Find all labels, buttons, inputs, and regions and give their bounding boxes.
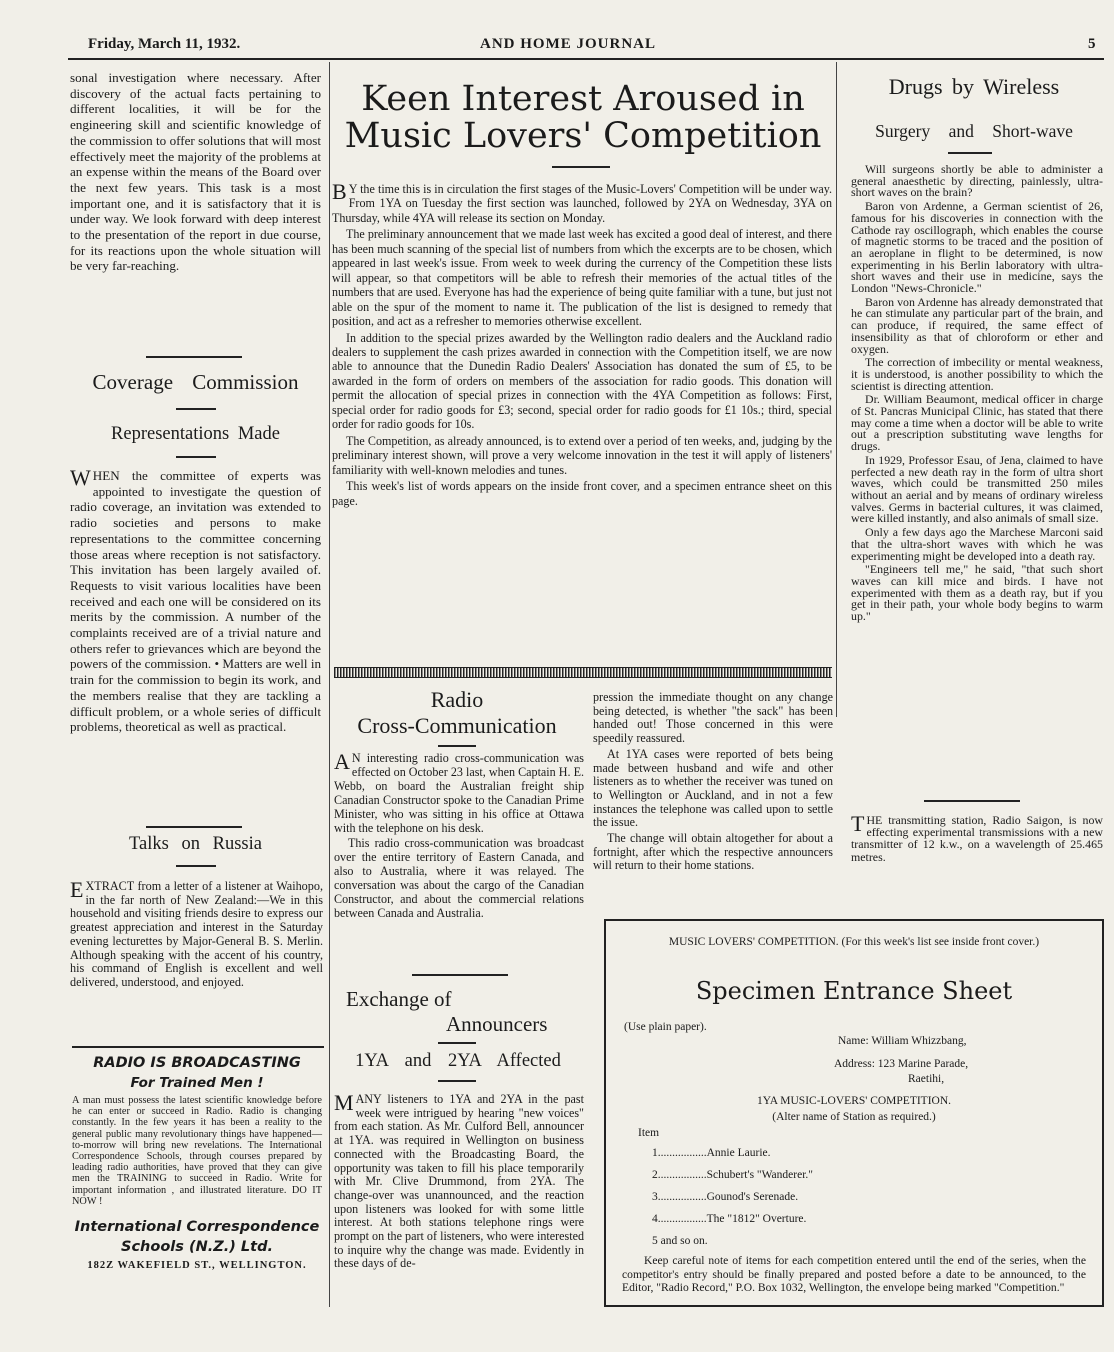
saigon-article: THE transmitting station, Radio Saigon, is now effecting experimental transmissions with a new transmitter of 12 k.w., on a wavelength of 25.465 metres. xyxy=(851,811,1103,864)
issue-date: Friday, March 11, 1932. xyxy=(88,36,241,52)
cross-title-line1: Radio xyxy=(430,687,484,712)
exchange-continuation: pression the immediate thought on any change being detected, is whether "the sack" has been handed out! Those concerned in this were speedily reassured. At 1YA cases were reported of bets being made between husband and wife and other listeners as to whether the receiver was tuned on to Wellington or Auckland, and in not a few instances the telephone was called upon to settle the issue. The change will obtain altogether for about a fortnight, after which the respective announcers will return to their home stations. xyxy=(593,690,833,873)
ad-headline: RADIO IS BROADCASTING xyxy=(93,1055,301,1071)
ornamental-divider xyxy=(334,667,832,678)
divider xyxy=(948,152,992,154)
divider xyxy=(438,1042,476,1044)
divider xyxy=(438,1080,476,1082)
cross-title-line2: Cross-Communication xyxy=(357,713,557,738)
ad-subhead: For Trained Men ! xyxy=(130,1075,264,1091)
headline-line1: Keen Interest Aroused in xyxy=(361,79,805,119)
drugs-title: Drugs by Wireless xyxy=(888,74,1060,99)
entrance-title: Specimen Entrance Sheet xyxy=(695,977,1013,1005)
entrance-address2: Raetihi, xyxy=(908,1073,945,1085)
column-rule-right xyxy=(836,62,837,717)
cross-article: A N interesting radio cross-communication was effected on October 23 last, when Captain H. E. Webb, on board the Australian freight ship Canadian Constructor spoke to the Canadian Prime Minister, who was sitting in his office at Ottawa with the telephone on his desk. This radio cross-communication was broadcast over the entire territory of Eastern Canada, and also to Australia, where it was relayed. The conversation was about the cargo of the Canadian Constructor, and about the commercial relations between Canada and Australia. xyxy=(334,749,584,920)
specimen-entrance-box xyxy=(604,919,1104,1307)
ad-company-line2: Schools (N.Z.) Ltd. xyxy=(121,1239,273,1256)
russia-title: Talks on Russia xyxy=(129,834,262,854)
divider xyxy=(146,356,242,358)
entrance-item-label: Item xyxy=(638,1127,660,1139)
drugs-subtitle: Surgery and Short-wave xyxy=(875,121,1073,141)
commission-continuation: sonal investigation where necessary. After discovery of the actual facts pertaining to different localities, it will be for the engineering skill and scientific knowledge of the commission to offer solutions that will most effectively meet the majority of the problems at an expense within the means of the Board over the next few years. This task is a most important one, and it is satisfactory that it is under way. We look forward with deep interest to the presentation of the report in due course, for its reactions upon the whole situation will be very far-reaching. xyxy=(70,70,321,274)
entrance-footer: Keep careful note of items for each competition entered until the end of the series, when the competitor's entry should be finally prepared and posted before a date to be announced, to the Editor, "Radio Record," P.O. Box 1032, Wellington, the envelope being marked "Competition." xyxy=(622,1254,1086,1294)
entrance-competition: 1YA MUSIC-LOVERS' COMPETITION. xyxy=(756,1095,952,1107)
entrance-item: 3.................Gounod's Serenade. xyxy=(652,1191,799,1203)
page-number: 5 xyxy=(1088,36,1096,52)
entrance-item: 5 and so on. xyxy=(652,1235,708,1247)
ad-body: A man must possess the latest scientific knowledge before he can enter or succeed in Radio. Radio is changing constantly. In the few years it has been a reality to the general public many revolutionary things have happened—to-morrow will bring new revelations. The International Correspondence Schools, through courses prepared by leading radio authorities, have proved that they can give men the TRAINING to succeed in Radio. Write for important information , and illustrated literature. DO IT NOW ! xyxy=(72,1095,322,1207)
divider xyxy=(552,166,610,168)
divider xyxy=(176,456,216,458)
divider xyxy=(924,800,1020,802)
entrance-item: 1.................Annie Laurie. xyxy=(652,1147,771,1159)
header-rule xyxy=(68,58,1104,60)
ad-top-rule xyxy=(72,1046,324,1048)
entrance-address1: Address: 123 Marine Parade, xyxy=(834,1058,969,1070)
entrance-alter: (Alter name of Station as required.) xyxy=(772,1111,936,1123)
competition-article: B Y the time this is in circulation the first stages of the Music-Lovers' Competition will be under way. From 1YA on Tuesday the first section was launched, followed by 2YA on Wednesday, 3YA on Thursday, while 4YA will release its section on Monday. The preliminary announcement that we made last week has excited a good deal of interest, and there has been much scanning of the special list of numbers from which the excerpts are to be chosen, which appeared in last week's issue. From week to week during the currency of the Competition these lists will appear, so that competitors will be able to refresh their memories of the actual titles of the numbers that are used. Everyone has had the experience of being quite familiar with a tune, but just not able on the spur of the moment to name it. The publication of the list is designed to remedy that position, and act as a refresher to memories otherwise excellent. In addition to the special prizes awarded by the Wellington radio dealers and the Auckland radio dealers to supplement the cash prizes awarded in connection with the Competition itself, we are now able to announce that the Dunedin Radio Dealers' Association has donated the sum of £5, to be awarded in the form of orders on members of the association for radio goods. This donation will permit the allocation of special prizes in connection with the 4YA Competition as follows: First, special order for radio goods for £3; second, special order for radio goods for £1 10s.; third, special order for radio goods for 10s. The Competition, as already announced, is to extend over a period of ten weeks, and, judging by the preliminary interest shown, will prove a very welcome innovation in the test it will apply of listeners' familiarity with well-known melodies and tunes. This week's list of words appears on the inside front cover, and a specimen entrance sheet on this page. xyxy=(332,179,832,508)
drugs-article: Will surgeons shortly be able to administer a general anaesthetic by directing, painlessly, ultra-short waves on the brain? Baron von Ardenne, a German scientist of 26, famous for his discoveries in connection with the Cathode ray oscillograph, which enables the course of magnetic storms to be traced and the position of an aeroplane in flight to be determined, is now experimenting in his Berlin laboratory with ultra-short waves and their use in medicine, says the London "News-Chronicle." Baron von Ardenne has already demonstrated that he can stimulate any particular part of the brain, and can produce, if required, the same effect of insensibility as that of chloroform or ether and oxygen. The correction of imbecility or mental weakness, it is understood, is another possibility to which the scientist is directing attention. Dr. William Beaumont, medical officer in charge of St. Pancras Municipal Clinic, has stated that there may come a time when a doctor will be able to write out a prescription substituting wave lengths for drugs. In 1929, Professor Esau, of Jena, claimed to have perfected a new death ray in the form of ultra short waves, which could be transmitted 250 miles without an aerial and by means of ordinary wireless valves. Germs in bacterial cultures, it was claimed, were killed instantly, and also animals of small size. Only a few days ago the Marchese Marconi said that the ultra-short waves with which he was experimenting might be developed into a death ray. "Engineers tell me," he said, "that such short waves can kill mice and birds. I have not experimented with them as a death ray, but if you get in their path, your whole body begins to warm up." xyxy=(851,162,1103,624)
dropcap: M xyxy=(334,1090,354,1115)
entrance-item: 2.................Schubert's "Wanderer." xyxy=(652,1169,813,1181)
divider xyxy=(176,865,216,867)
divider xyxy=(176,408,216,410)
dropcap: B xyxy=(332,179,347,204)
exchange-subtitle: 1YA and 2YA Affected xyxy=(355,1051,561,1071)
dropcap: A xyxy=(334,749,350,774)
ad-company-line1: International Correspondence xyxy=(74,1219,320,1236)
journal-name: AND HOME JOURNAL xyxy=(480,36,656,52)
divider xyxy=(412,974,508,976)
exchange-article: MANY listeners to 1YA and 2YA in the past week were intrigued by hearing "new voices" from each station. As Mr. Culford Bell, announcer at 1YA. was required in Wellington on business connected with the Broadcasting Board, the opportunity was taken to fill his place temporarily with Mr. Clive Drummond, from 2YA. The change-over was unannounced, and the reaction upon listeners was looked for with some little interest. At both stations telephone rings were prompt on the part of listeners, who were interested to inquire why the change was made. Evidently in these days of de- xyxy=(334,1090,584,1271)
coverage-subtitle: Representations Made xyxy=(111,424,280,444)
exchange-title-line1: Exchange of xyxy=(346,987,452,1011)
dropcap: W xyxy=(70,465,91,490)
divider xyxy=(146,826,242,828)
dropcap: E xyxy=(70,877,84,902)
coverage-title: Coverage Commission xyxy=(92,370,299,394)
entrance-intro: MUSIC LOVERS' COMPETITION. (For this week's list see inside front cover.) xyxy=(668,936,1040,948)
ad-address: 182Z WAKEFIELD ST., WELLINGTON. xyxy=(87,1260,307,1272)
entrance-name: Name: William Whizzbang, xyxy=(838,1035,967,1047)
entrance-note: (Use plain paper). xyxy=(624,1021,707,1033)
headline-line2: Music Lovers' Competition xyxy=(344,116,822,156)
column-rule-left xyxy=(329,62,330,1307)
divider xyxy=(438,745,476,747)
coverage-body: WHEN the committee of experts was appointed to investigate the question of radio coverage, an invitation was extended to radio societies and persons to make representations to the committee concerning those areas where reception is not satisfactory. This invitation has been largely availed of. Requests to visit various localities have been received and each one will be considered on its merits by the commission. A number of the complaints received are of a trivial nature and others refer to grievances which are beyond the powers of the commission. • Matters are well in train for the commission to begin its work, and the members realise that they are tackling a difficult problem, or a whole series of difficult problems, theoretical as well as practical. xyxy=(70,465,321,735)
entrance-item: 4.................The "1812" Overture. xyxy=(652,1213,807,1225)
ics-advertisement xyxy=(72,1055,322,1271)
exchange-title-line2: Announcers xyxy=(446,1012,548,1036)
dropcap: T xyxy=(851,811,865,836)
russia-body: EXTRACT from a letter of a listener at Waihopo, in the far north of New Zealand:—We in this household and visiting friends desire to express our greatest appreciation and interest in the Saturday evening lecturettes by Major-General B. S. Merlin. Although speaking with the accent of his country, his command of English is excellent and well delivered, understood, and enjoyed. xyxy=(70,877,323,989)
